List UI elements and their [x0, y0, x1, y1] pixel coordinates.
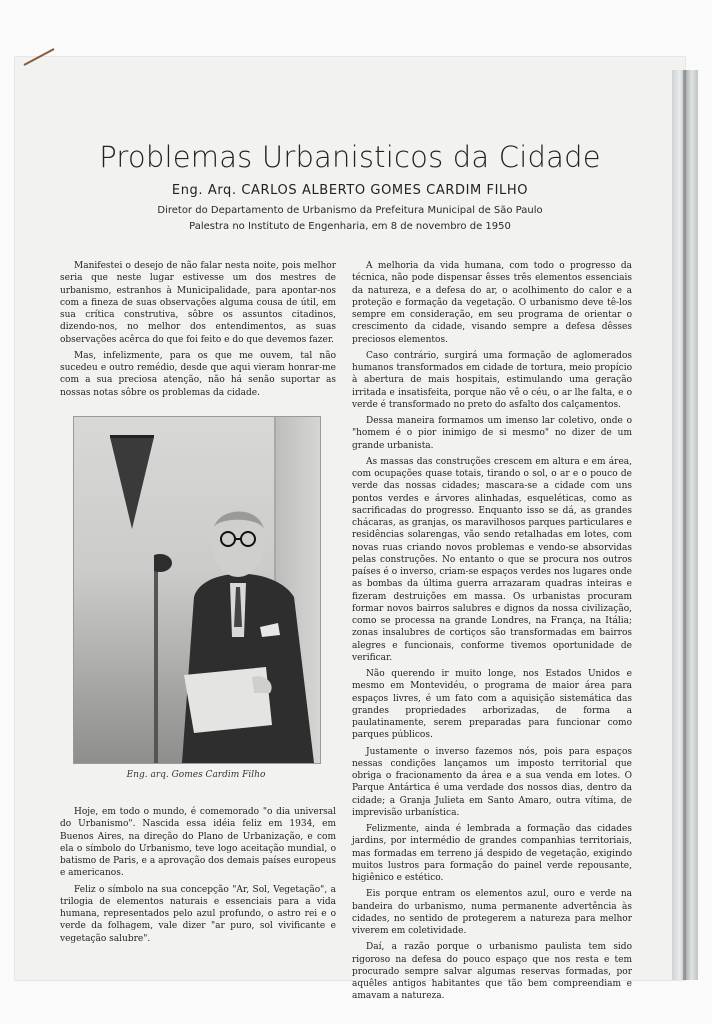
paragraph: A melhoria da vida humana, com todo o progresso da técnica, não pode dispensar êsses três elementos essenciais da natureza, e a defesa do ar, o acolhimento do calor e a proteção e formação da vegetação. O urbanismo deve tê-los sempre em consideração, em seu programa de orientar o crescimento da cidade, visando sempre a defesa dêsses preciosos elementos.: [352, 261, 632, 345]
left-column-bottom: [60, 806, 336, 949]
author-position: Diretor do Departamento de Urbanismo da Prefeitura Municipal de São Paulo: [157, 205, 543, 216]
paragraph: Eis porque entram os elementos azul, ouro e verde na bandeira do urbanismo, numa permanente advertência às cidades, no sentido de protegerem a natureza para melhor viverem em coletividade.: [352, 889, 632, 936]
paragraph: Feliz o símbolo na sua concepção "Ar, Sol, Vegetação", a trilogia de elementos naturais e essenciais para a vida humana, representados pelo azul profundo, o astro rei e o verde da folhagem, vale dizer "ar puro, sol vivificante e vegetação salubre".: [60, 884, 336, 944]
binding-shadow-line: [683, 70, 686, 980]
paragraph: Caso contrário, surgirá uma formação de aglomerados humanos transformados em cidade de tortura, meio propício à abertura de mais hospitais, estimulando uma geração irritada e insatisfeita, porque não vê o céu, o ar lhe falta, e o verde é transformado no preto do asfalto dos calçamentos.: [352, 350, 632, 410]
article-author: Eng. Arq. CARLOS ALBERTO GOMES CARDIM FILHO: [171, 183, 529, 198]
paragraph: Daí, a razão porque o urbanismo paulista tem sido rigoroso na defesa do pouco espaço que nos resta e tem procurado sempre salvar algumas reservas formadas, por aquêles antigos habitantes que tão bem compreendiam e amavam a natureza.: [352, 942, 632, 1002]
speaker-photo: [73, 416, 321, 764]
paragraph: Dessa maneira formamos um imenso lar coletivo, onde o "homem é o pior inimigo de si mesmo" no dizer de um grande urbanista.: [352, 416, 632, 451]
right-column: [352, 260, 632, 1007]
pennant-flag: [110, 435, 154, 531]
paragraph: Hoje, em todo o mundo, é comemorado "o dia universal do Urbanismo". Nascida essa idéia feliz em 1934, em Buenos Aires, na direção do Plano de Urbanização, e com ela o símbolo do Urbanismo, teve logo aceitação mundial, o batismo de Paris, e a aprovação dos demais países europeus e americanos.: [60, 807, 336, 879]
paragraph: Justamente o inverso fazemos nós, pois para espaços nessas condições lançamos um imposto territorial que obriga o fracionamento da área e a sua venda em lotes. O Parque Antártica é uma verdade dos nossos dias, dentro da cidade; a Granja Julieta em Santo Amaro, outra vítima, de imprevisão urbanística.: [352, 746, 632, 818]
paragraph: As massas das construções crescem em altura e em área, com ocupações quase totais, tirando o sol, o ar e o pouco de verde das nossas cidades; mascara-se a cidade com uns pontos verdes e árvores alinhadas, esqueléticas, como as sacrificadas do progresso. Enquanto isso se dá, as grandes chácaras, as granjas, os maravilhosos parques particulares e residências solarengas, vão sendo retalhadas em lotes, com novas ruas criando novos problemas e vendo-se absorvidas pelas construções. No entanto o que se procura nos outros países é o inverso, criam-se espaços verdes nos lugares onde as bombas da última guerra arrazaram quadras inteiras e fizeram destruições em massa. Os urbanistas procuram formar novos bairros salubres e dignos da nossa civilização, como se processa na grande Londres, na França, na Itália; zonas insalubres de cortiços são transformadas em bairros alegres e funcionais, conforme tivemos oportunidade de verificar.: [352, 456, 632, 663]
photo-caption: Eng. arq. Gomes Cardim Filho: [126, 770, 266, 780]
speaker-figure: [154, 487, 320, 763]
paragraph: Mas, infelizmente, para os que me ouvem, tal não sucedeu e outro remédio, desde que aqui vieram honrar-me com a sua preciosa atenção, não há senão suportar as nossas notas sôbre os problemas da cidade.: [60, 350, 336, 398]
article-title: Problemas Urbanisticos da Cidade: [99, 140, 601, 174]
lecture-info: Palestra no Instituto de Engenharia, em 8 de novembro de 1950: [189, 221, 511, 232]
paragraph: Não querendo ir muito longe, nos Estados Unidos e mesmo em Montevidéu, o programa de maior área para espaços livres, é um fato com a aquisição sistemática das grandes propriedades arborizadas, de forma a paulatinamente, serem preparadas para funcionar como parques públicos.: [352, 669, 632, 741]
paragraph: Felizmente, ainda é lembrada a formação das cidades jardins, por intermédio de grandes companhias territoriais, mas formadas em terreno já despido de vegetação, exigindo muitos lustros para formação do painel verde repousante, higiênico e estético.: [352, 824, 632, 883]
left-column-top: [60, 260, 336, 403]
paragraph: Manifestei o desejo de não falar nesta noite, pois melhor seria que neste lugar estivesse um dos mestres de urbanismo, estranhos à Municipalidade, para apontar-nos com a fineza de suas observações alguma cousa de útil, em sua crítica construtiva, sôbre os assuntos citadinos, dizendo-nos, no melhor dos entendimentos, as suas observações acêrca do que foi feito e do que devemos fazer.: [60, 261, 336, 345]
